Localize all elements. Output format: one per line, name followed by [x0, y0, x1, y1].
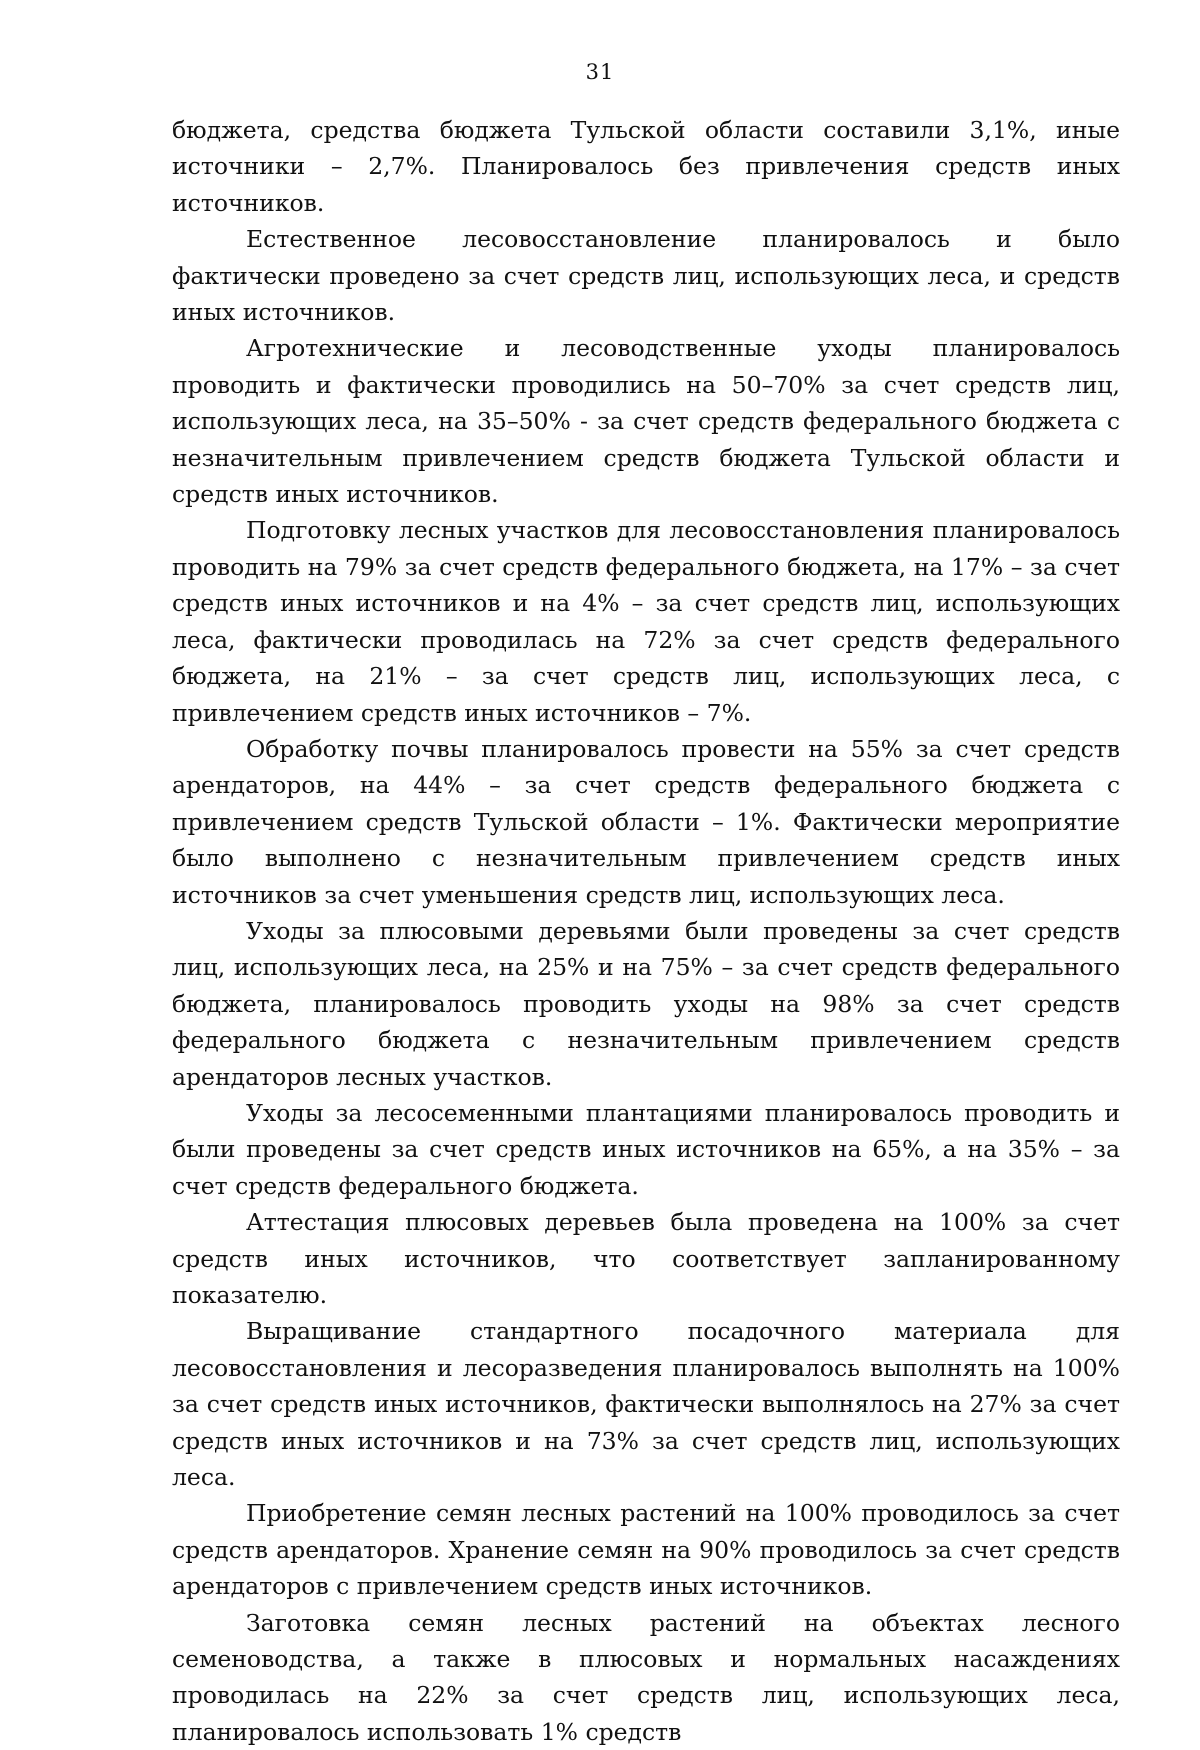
paragraph-plus-trees-certification: Аттестация плюсовых деревьев была проведена на 100% за счет средств иных источников, что соответствует запланированному показателю. [172, 1208, 1120, 1309]
paragraph-seed-plantations-care: Уходы за лесосеменными плантациями планировалось проводить и были проведены за счет средств иных источников на 65%, а на 35% – за счет средств федерального бюджета. [172, 1098, 1120, 1200]
paragraph-site-preparation: Подготовку лесных участков для лесовосстановления планировалось проводить на 79% за счет средств федерального бюджета, на 17% – за счет средств иных источников и на 4% – за счет средств лиц, использующих леса, фактически проводилась на 72% за счет средств федерального бюджета, на 21% – за счет средств лиц, использующих леса, с привлечением средств иных источников – 7%. [172, 516, 1120, 727]
page-number: 31 [585, 60, 615, 84]
paragraph-natural-reforestation: Естественное лесовосстановление планировалось и было фактически проведено за счет средств лиц, использующих леса, и средств иных источников. [172, 225, 1120, 327]
paragraph-seed-harvesting: Заготовка семян лесных растений на объектах лесного семеноводства, а также в плюсовых и нормальных насаждениях проводилась на 22% за счет средств лиц, использующих леса, планировалось использовать 1% средств [172, 1608, 1120, 1746]
paragraph-seed-purchase: Приобретение семян лесных растений на 100% проводилось за счет средств арендаторов. Хранение семян на 90% проводилось за счет средств арендаторов с привлечением средств иных источников. [172, 1499, 1120, 1601]
paragraph-budget-continuation: бюджета, средства бюджета Тульской области составили 3,1%, иные источники – 2,7%. Планировалось без привлечения средств иных источников. [172, 116, 1120, 217]
paragraph-planting-material: Выращивание стандартного посадочного материала для лесовосстановления и лесоразведения планировалось выполнять на 100% за счет средств иных источников, фактически выполнялось на 27% за счет средств иных источников и на 73% за счет средств лиц, использующих леса. [172, 1317, 1120, 1492]
document-body [172, 112, 1120, 1750]
paragraph-soil-treatment: Обработку почвы планировалось провести на 55% за счет средств арендаторов, на 44% – за счет средств федерального бюджета с привлечением средств Тульской области – 1%. Фактически мероприятие было выполнено с незначительным привлечением средств иных источников за счет уменьшения средств лиц, использующих леса. [172, 734, 1120, 909]
paragraph-agrotechnical-care: Агротехнические и лесоводственные уходы планировалось проводить и фактически проводились на 50–70% за счет средств лиц, использующих леса, на 35–50% - за счет средств федерального бюджета с незначительным привлечением средств бюджета Тульской области и средств иных источников. [172, 334, 1120, 509]
paragraph-plus-trees-care: Уходы за плюсовыми деревьями были проведены за счет средств лиц, использующих леса, на 25% и на 75% – за счет средств федерального бюджета, планировалось проводить уходы на 98% за счет средств федерального бюджета с незначительным привлечением средств арендаторов лесных участков. [172, 916, 1120, 1091]
